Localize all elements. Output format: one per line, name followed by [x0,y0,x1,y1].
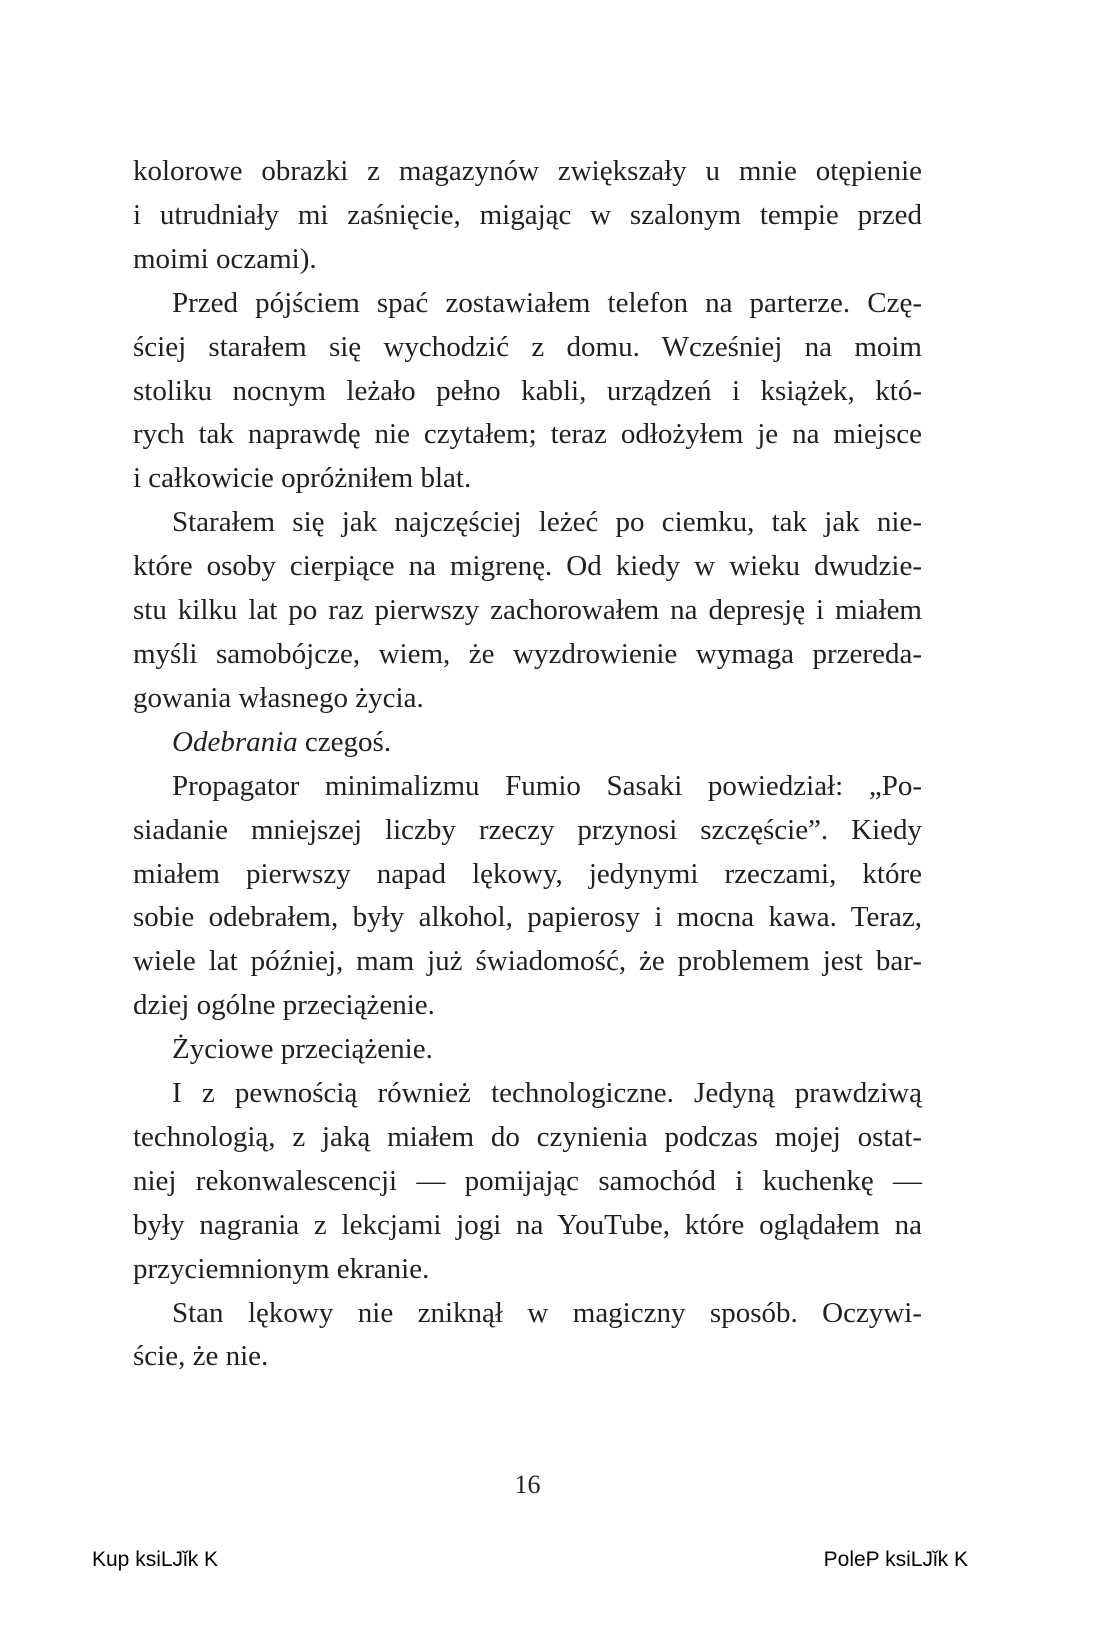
buy-book-link[interactable]: Kup ksiLJǐk K [92,1548,219,1571]
text-line: stoliku nocnym leżało pełno kabli, urządzeń i książek, któ- [133,374,922,407]
paragraph [133,501,922,721]
text-line: niej rekonwalescencji — pomijając samochód i kuchenkę — [133,1164,922,1197]
text-line: które osoby cierpiące na migrenę. Od kiedy w wieku dwudzie- [133,550,922,583]
text-line: Stan lękowy nie zniknął w magiczny sposób. Oczywi- [172,1296,922,1329]
text-line: kolorowe obrazki z magazynów zwiększały u mnie otępienie [133,155,922,187]
paragraph [133,150,922,282]
text-line: ście, że nie. [133,1340,269,1373]
text-line: były nagrania z lekcjami jogi na YouTube, które oglądałem na [133,1208,922,1241]
line-segment: czegoś. [297,725,392,758]
text-line: sobie odebrałem, były alkohol, papierosy i mocna kawa. Teraz, [133,901,922,934]
text-line: myśli samobójcze, wiem, że wyzdrowienie wymaga przereda- [133,637,922,670]
text-line: Propagator minimalizmu Fumio Sasaki powiedział: „Po- [172,769,922,802]
page-number: 16 [514,1470,541,1499]
text-line: i całkowicie opróżniłem blat. [133,462,472,495]
text-line: Przed pójściem spać zostawiałem telefon na parterze. Czę- [172,286,922,319]
text-line: gowania własnego życia. [133,681,424,714]
paragraph [133,1072,922,1292]
paragraph [133,765,922,1028]
text-line [133,721,922,765]
text-line: moimi oczami). [133,242,317,275]
text-line: Życiowe przeciążenie. [172,1033,433,1066]
paragraph [133,1292,922,1380]
text-line: ściej starałem się wychodzić z domu. Wcześniej na moim [133,330,922,363]
text-line: stu kilku lat po raz pierwszy zachorowałem na depresję i miałem [133,594,922,627]
paragraph [133,1028,922,1072]
text-line: siadanie mniejszej liczby rzeczy przynosi szczęście”. Kiedy [133,813,922,846]
recommend-book-link[interactable]: PoleP ksiLJǐk K [823,1548,968,1571]
emphasis-text: Odebrania [172,725,298,758]
page-body [133,150,922,1379]
paragraph [133,282,922,502]
text-line: rych tak naprawdę nie czytałem; teraz odłożyłem je na miejsce [133,418,922,451]
text-line: przyciemnionym ekranie. [133,1252,430,1285]
text-line: dziej ogólne przeciążenie. [133,989,435,1022]
text-line: i utrudniały mi zaśnięcie, migając w szalonym tempie przed [133,198,922,231]
text-line: I z pewnością również technologiczne. Jedyną prawdziwą [172,1077,922,1110]
text-line: wiele lat później, mam już świadomość, że problemem jest bar- [133,945,922,978]
paragraph [133,721,922,765]
text-line: technologią, z jaką miałem do czynienia podczas mojej ostat- [133,1120,922,1153]
text-line: Starałem się jak najczęściej leżeć po ciemku, tak jak nie- [172,506,922,539]
text-line: miałem pierwszy napad lękowy, jedynymi rzeczami, które [133,857,922,890]
